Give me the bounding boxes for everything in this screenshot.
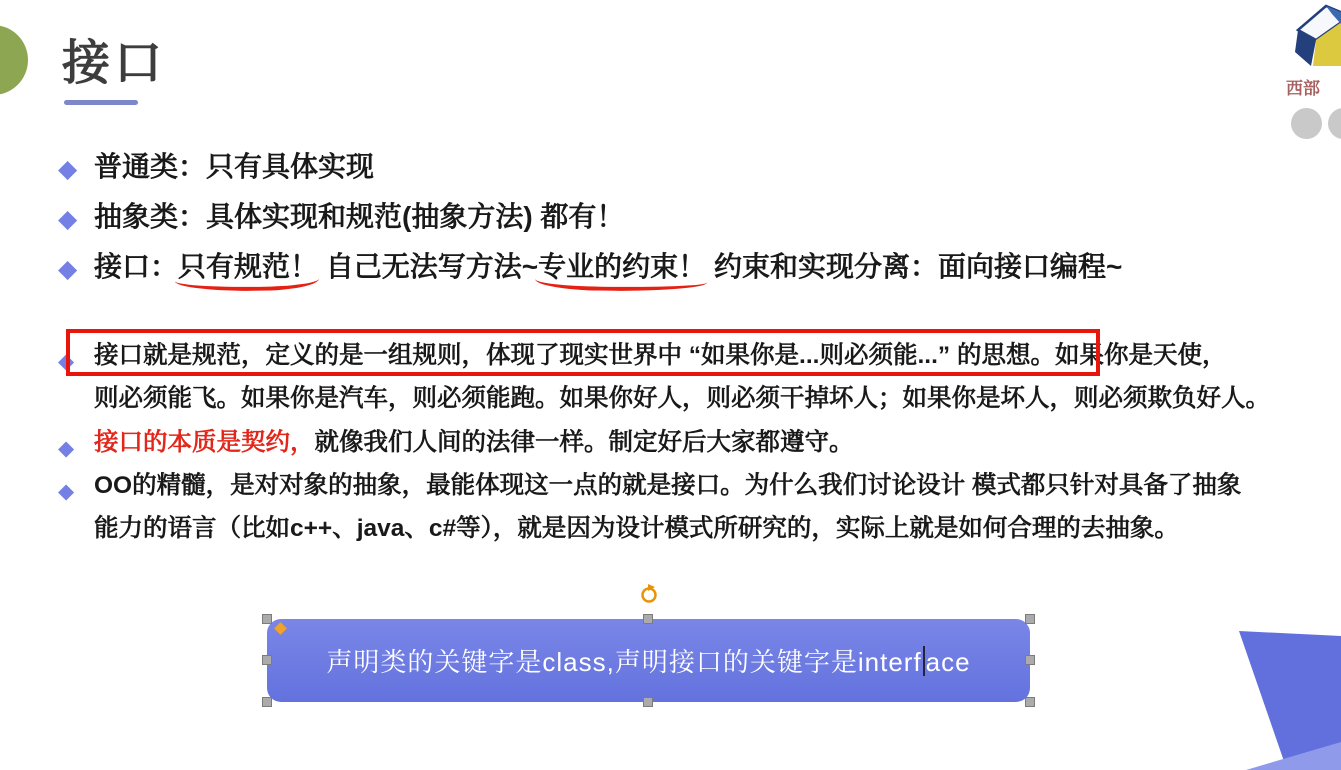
resize-handle-mid-right[interactable] [1025,655,1035,665]
resize-handle-top-center[interactable] [643,614,653,624]
diamond-bullet-icon: ◆ [58,255,78,283]
red-emphasis-text: 接口的本质是契约， [94,429,315,456]
resize-handle-top-left[interactable] [262,614,272,624]
title-circle-decoration [0,25,28,95]
red-underlined-text: 专业的约束！ [538,251,707,282]
text-caret [923,646,925,676]
diamond-bullet-icon: ◆ [58,350,75,373]
callout-text-after-caret: ace [925,647,971,677]
bullet-interface-definition [58,334,1270,420]
callout-shape[interactable] [267,619,1030,702]
bullet-text-line2: 能力的语言（比如c++、java、c#等），就是因为设计模式所研究的，实际上就是如何合理的去抽象。 [94,515,1179,542]
resize-handle-bottom-right[interactable] [1025,697,1035,707]
diamond-bullet-icon: ◆ [58,437,75,460]
bullet-text-line2: 则必须能飞。如果你是汽车，则必须能跑。如果你好人，则必须干掉坏人；如果你是坏人，则必须欺负好人。 [94,385,1270,412]
bullet-text: 抽象类：具体实现和规范(抽象方法) 都有！ [94,201,625,232]
callout-text[interactable] [326,642,970,679]
logo-cube-icon [1292,4,1341,74]
corner-triangle-decoration [1150,600,1341,770]
bullet-text-line1: 接口就是规范，定义的是一组规则，体现了现实世界中 “如果你是...则必须能...” 的思想。如果你是天使， [94,342,1227,369]
diamond-bullet-icon: ◆ [58,205,78,233]
bullet-text-suffix: 约束和实现分离：面向接口编程~ [706,251,1123,282]
bullet-text-prefix: 接口： [94,251,179,282]
resize-handle-bottom-left[interactable] [262,697,272,707]
resize-handle-mid-left[interactable] [262,655,272,665]
bullet-abstract-class [58,200,624,234]
bullet-text: 就像我们人间的法律一样。制定好后大家都遵守。 [314,429,854,456]
bullet-interface-contract [58,421,854,464]
callout-text-before-caret: 声明类的关键字是class,声明接口的关键字是interf [326,647,922,677]
bullet-text-line1: OO的精髓，是对对象的抽象，最能体现这一点的就是接口。为什么我们讨论设计 模式都只针对具备了抽象 [94,472,1242,499]
bullet-ordinary-class [58,150,374,184]
bullet-oo-essence [58,464,1241,550]
diamond-bullet-icon: ◆ [58,155,78,183]
title-underline [64,100,138,105]
bullet-text-middle: 自己无法写方法~ [318,251,539,282]
pager-dot [1291,108,1322,139]
bullet-interface-rule [58,250,1122,284]
logo-caption: 西部 [1286,79,1320,98]
red-underlined-text: 只有规范！ [178,251,319,282]
diamond-bullet-icon: ◆ [58,480,75,503]
pager-dot [1328,108,1341,139]
page-title: 接口 [62,37,167,90]
bullet-text: 普通类：只有具体实现 [94,151,375,182]
resize-handle-bottom-center[interactable] [643,697,653,707]
resize-handle-top-right[interactable] [1025,614,1035,624]
rotation-handle-icon[interactable] [639,583,659,605]
